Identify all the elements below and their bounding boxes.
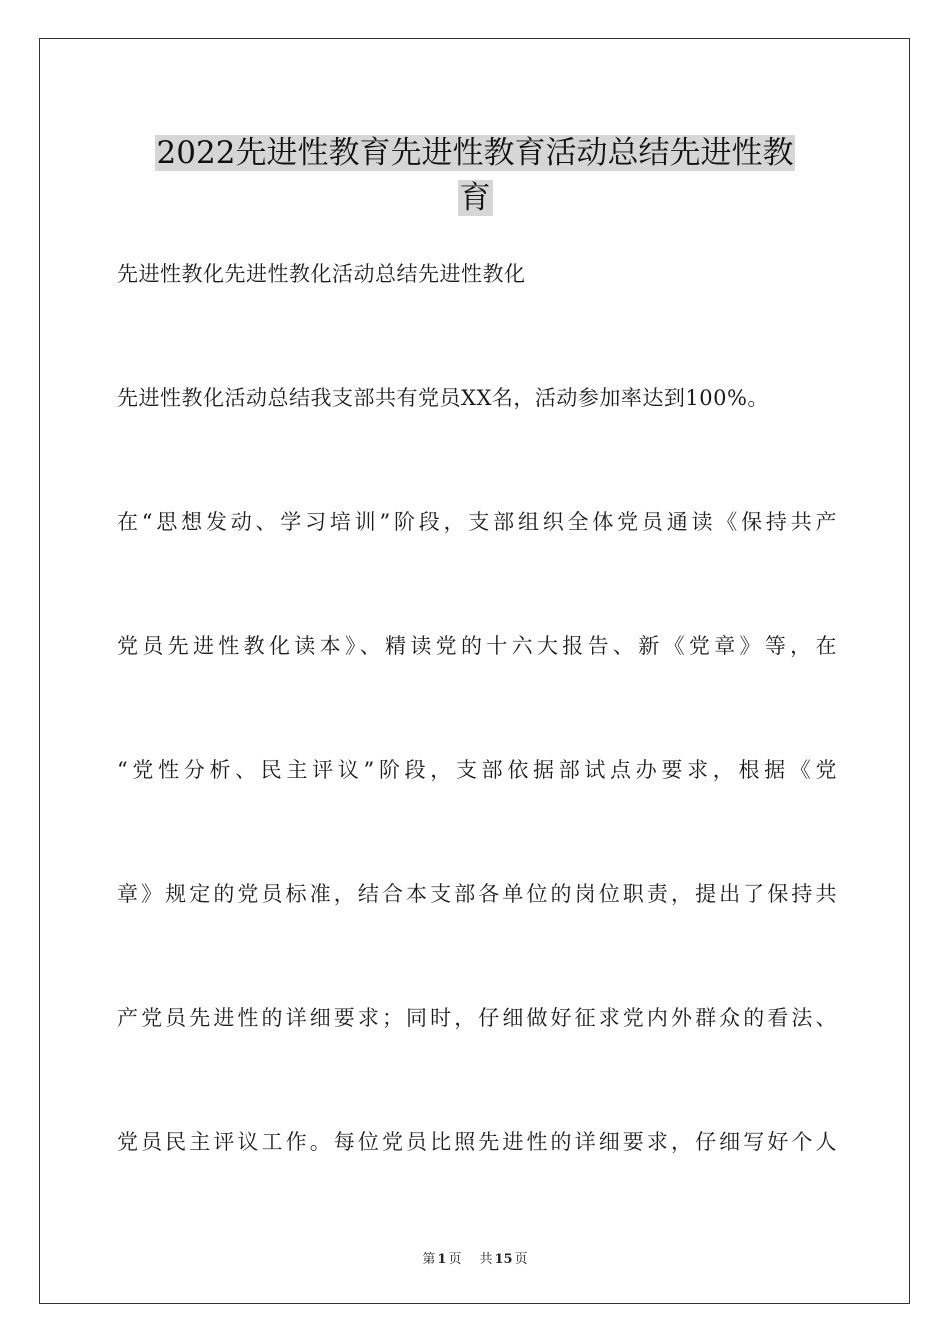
document-title-text-1: 2022先进性教育先进性教育活动总结先进性教 [156,135,794,171]
page-suffix: 页 [448,1252,462,1267]
document-title-line-1 [80,131,870,175]
total-suffix: 页 [514,1252,528,1267]
page-current: 1 [437,1252,447,1267]
paragraph-3: 在“思想发动、学习培训”阶段，支部组织全体党员通读《保持共产 [117,510,837,534]
document-title-text-2: 育 [459,180,491,216]
page-prefix: 第 [422,1252,436,1267]
paragraph-7: 产党员先进性的详细要求；同时，仔细做好征求党内外群众的看法、 [117,1006,837,1030]
paragraph-4: 党员先进性教化读本》、精读党的十六大报告、新《党章》等，在 [117,634,837,658]
total-prefix: 共 [479,1252,493,1267]
paragraph-8: 党员民主评议工作。每位党员比照先进性的详细要求，仔细写好个人 [117,1130,837,1154]
paragraph-2: 先进性教化活动总结我支部共有党员XX名，活动参加率达到100%。 [117,386,769,410]
page-frame [39,38,910,1304]
page-total: 15 [494,1252,513,1267]
paragraph-6: 章》规定的党员标准，结合本支部各单位的岗位职责，提出了保持共 [117,882,837,906]
page-footer [0,1248,950,1267]
document-title-line-2 [80,176,870,220]
paragraph-5: “党性分析、民主评议”阶段，支部依据部试点办要求，根据《党 [117,758,837,782]
paragraph-1: 先进性教化先进性教化活动总结先进性教化 [117,262,526,286]
